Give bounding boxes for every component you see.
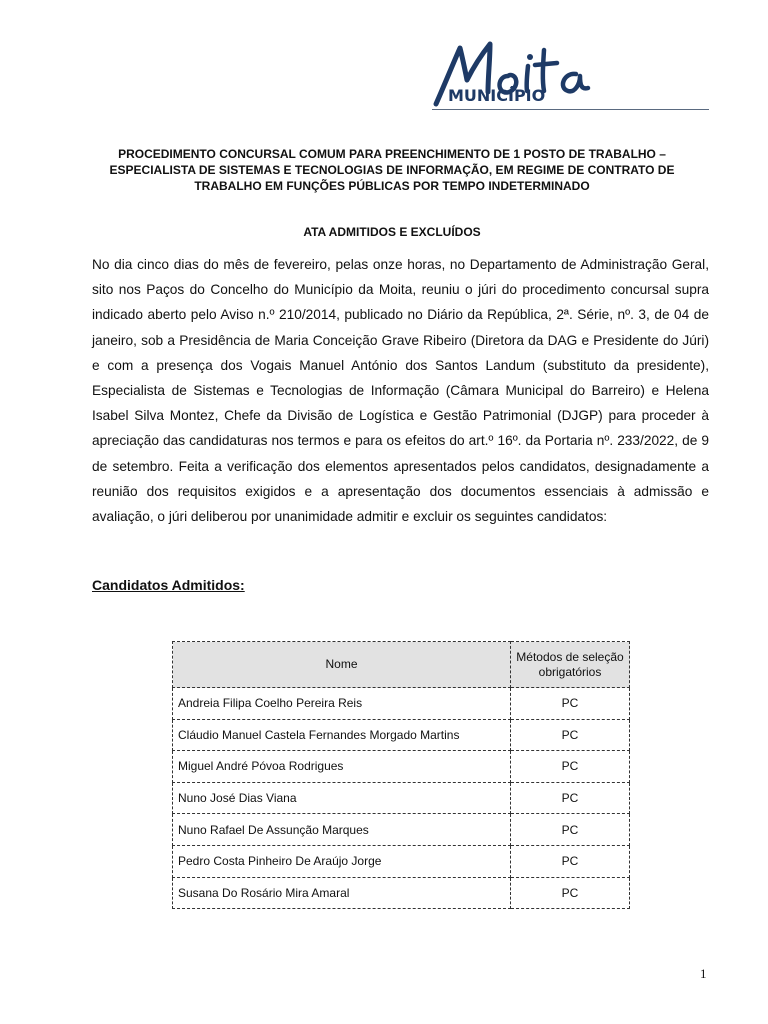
header-rule <box>432 109 709 110</box>
document-subtitle: ATA ADMITIDOS E EXCLUÍDOS <box>303 225 481 239</box>
candidate-name: Miguel André Póvoa Rodrigues <box>173 751 511 783</box>
table-header-row <box>173 642 630 688</box>
logo-caption: MUNICÍPIO <box>448 86 546 105</box>
candidate-name: Susana Do Rosário Mira Amaral <box>173 877 511 909</box>
candidate-method: PC <box>511 719 630 751</box>
table-row <box>173 782 630 814</box>
candidate-name: Andreia Filipa Coelho Pereira Reis <box>173 688 511 720</box>
heading-line-2: ESPECIALISTA DE SISTEMAS E TECNOLOGIAS DE INFORMAÇÃO, EM REGIME DE CONTRATO DE <box>109 163 675 177</box>
section-title-admitted: Candidatos Admitidos: <box>92 577 245 593</box>
table-row <box>173 719 630 751</box>
table-row <box>173 688 630 720</box>
body-paragraph: No dia cinco dias do mês de fevereiro, pelas onze horas, no Departamento de Administração Geral, sito nos Paços do Concelho do Município da Moita, reuniu o júri do procedimento concursal supra indicado aberto pelo Aviso n.º 210/2014, publicado no Diário da República, 2ª. Série, nº. 3, de 04 de janeiro, sob a Presidência de Maria Conceição Grave Ribeiro (Diretora da DAG e Presidente do Júri) e com a presença dos Vogais Manuel António dos Santos Landum (substituto da presidente), Especialista de Sistemas e Tecnologias de Informação (Câmara Municipal do Barreiro) e Helena Isabel Silva Montez, Chefe da Divisão de Logística e Gestão Patrimonial (DJGP) para proceder à apreciação das candidaturas nos termos e para os efeitos do art.º 16º. da Portaria nº. 233/2022, de 9 de setembro. Feita a verificação dos elementos apresentados pelos candidatos, designadamente a reunião dos requisitos exigidos e a apresentação dos documentos essenciais à admissão e avaliação, o júri deliberou por unanimidade admitir e excluir os seguintes candidatos: <box>92 257 709 525</box>
candidate-name: Cláudio Manuel Castela Fernandes Morgado Martins <box>173 719 511 751</box>
heading-line-1: PROCEDIMENTO CONCURSAL COMUM PARA PREENCHIMENTO DE 1 POSTO DE TRABALHO – <box>118 147 666 161</box>
candidate-method: PC <box>511 782 630 814</box>
table-row <box>173 845 630 877</box>
moita-logo <box>430 36 712 114</box>
table-row <box>173 877 630 909</box>
candidate-method: PC <box>511 688 630 720</box>
candidate-name: Nuno Rafael De Assunção Marques <box>173 814 511 846</box>
candidate-name: Nuno José Dias Viana <box>173 782 511 814</box>
candidate-method: PC <box>511 877 630 909</box>
candidate-name: Pedro Costa Pinheiro De Araújo Jorge <box>173 845 511 877</box>
candidate-method: PC <box>511 814 630 846</box>
moita-logo-graphic <box>430 36 712 114</box>
candidate-method: PC <box>511 845 630 877</box>
table-row <box>173 751 630 783</box>
page-number: 1 <box>700 966 707 981</box>
admitted-candidates-table <box>172 641 630 909</box>
column-header-name: Nome <box>173 642 511 688</box>
column-header-methods: Métodos de seleção obrigatórios <box>511 642 630 688</box>
heading-line-3: TRABALHO EM FUNÇÕES PÚBLICAS POR TEMPO INDETERMINADO <box>194 179 590 193</box>
document-heading <box>96 146 688 194</box>
table-row <box>173 814 630 846</box>
candidate-method: PC <box>511 751 630 783</box>
